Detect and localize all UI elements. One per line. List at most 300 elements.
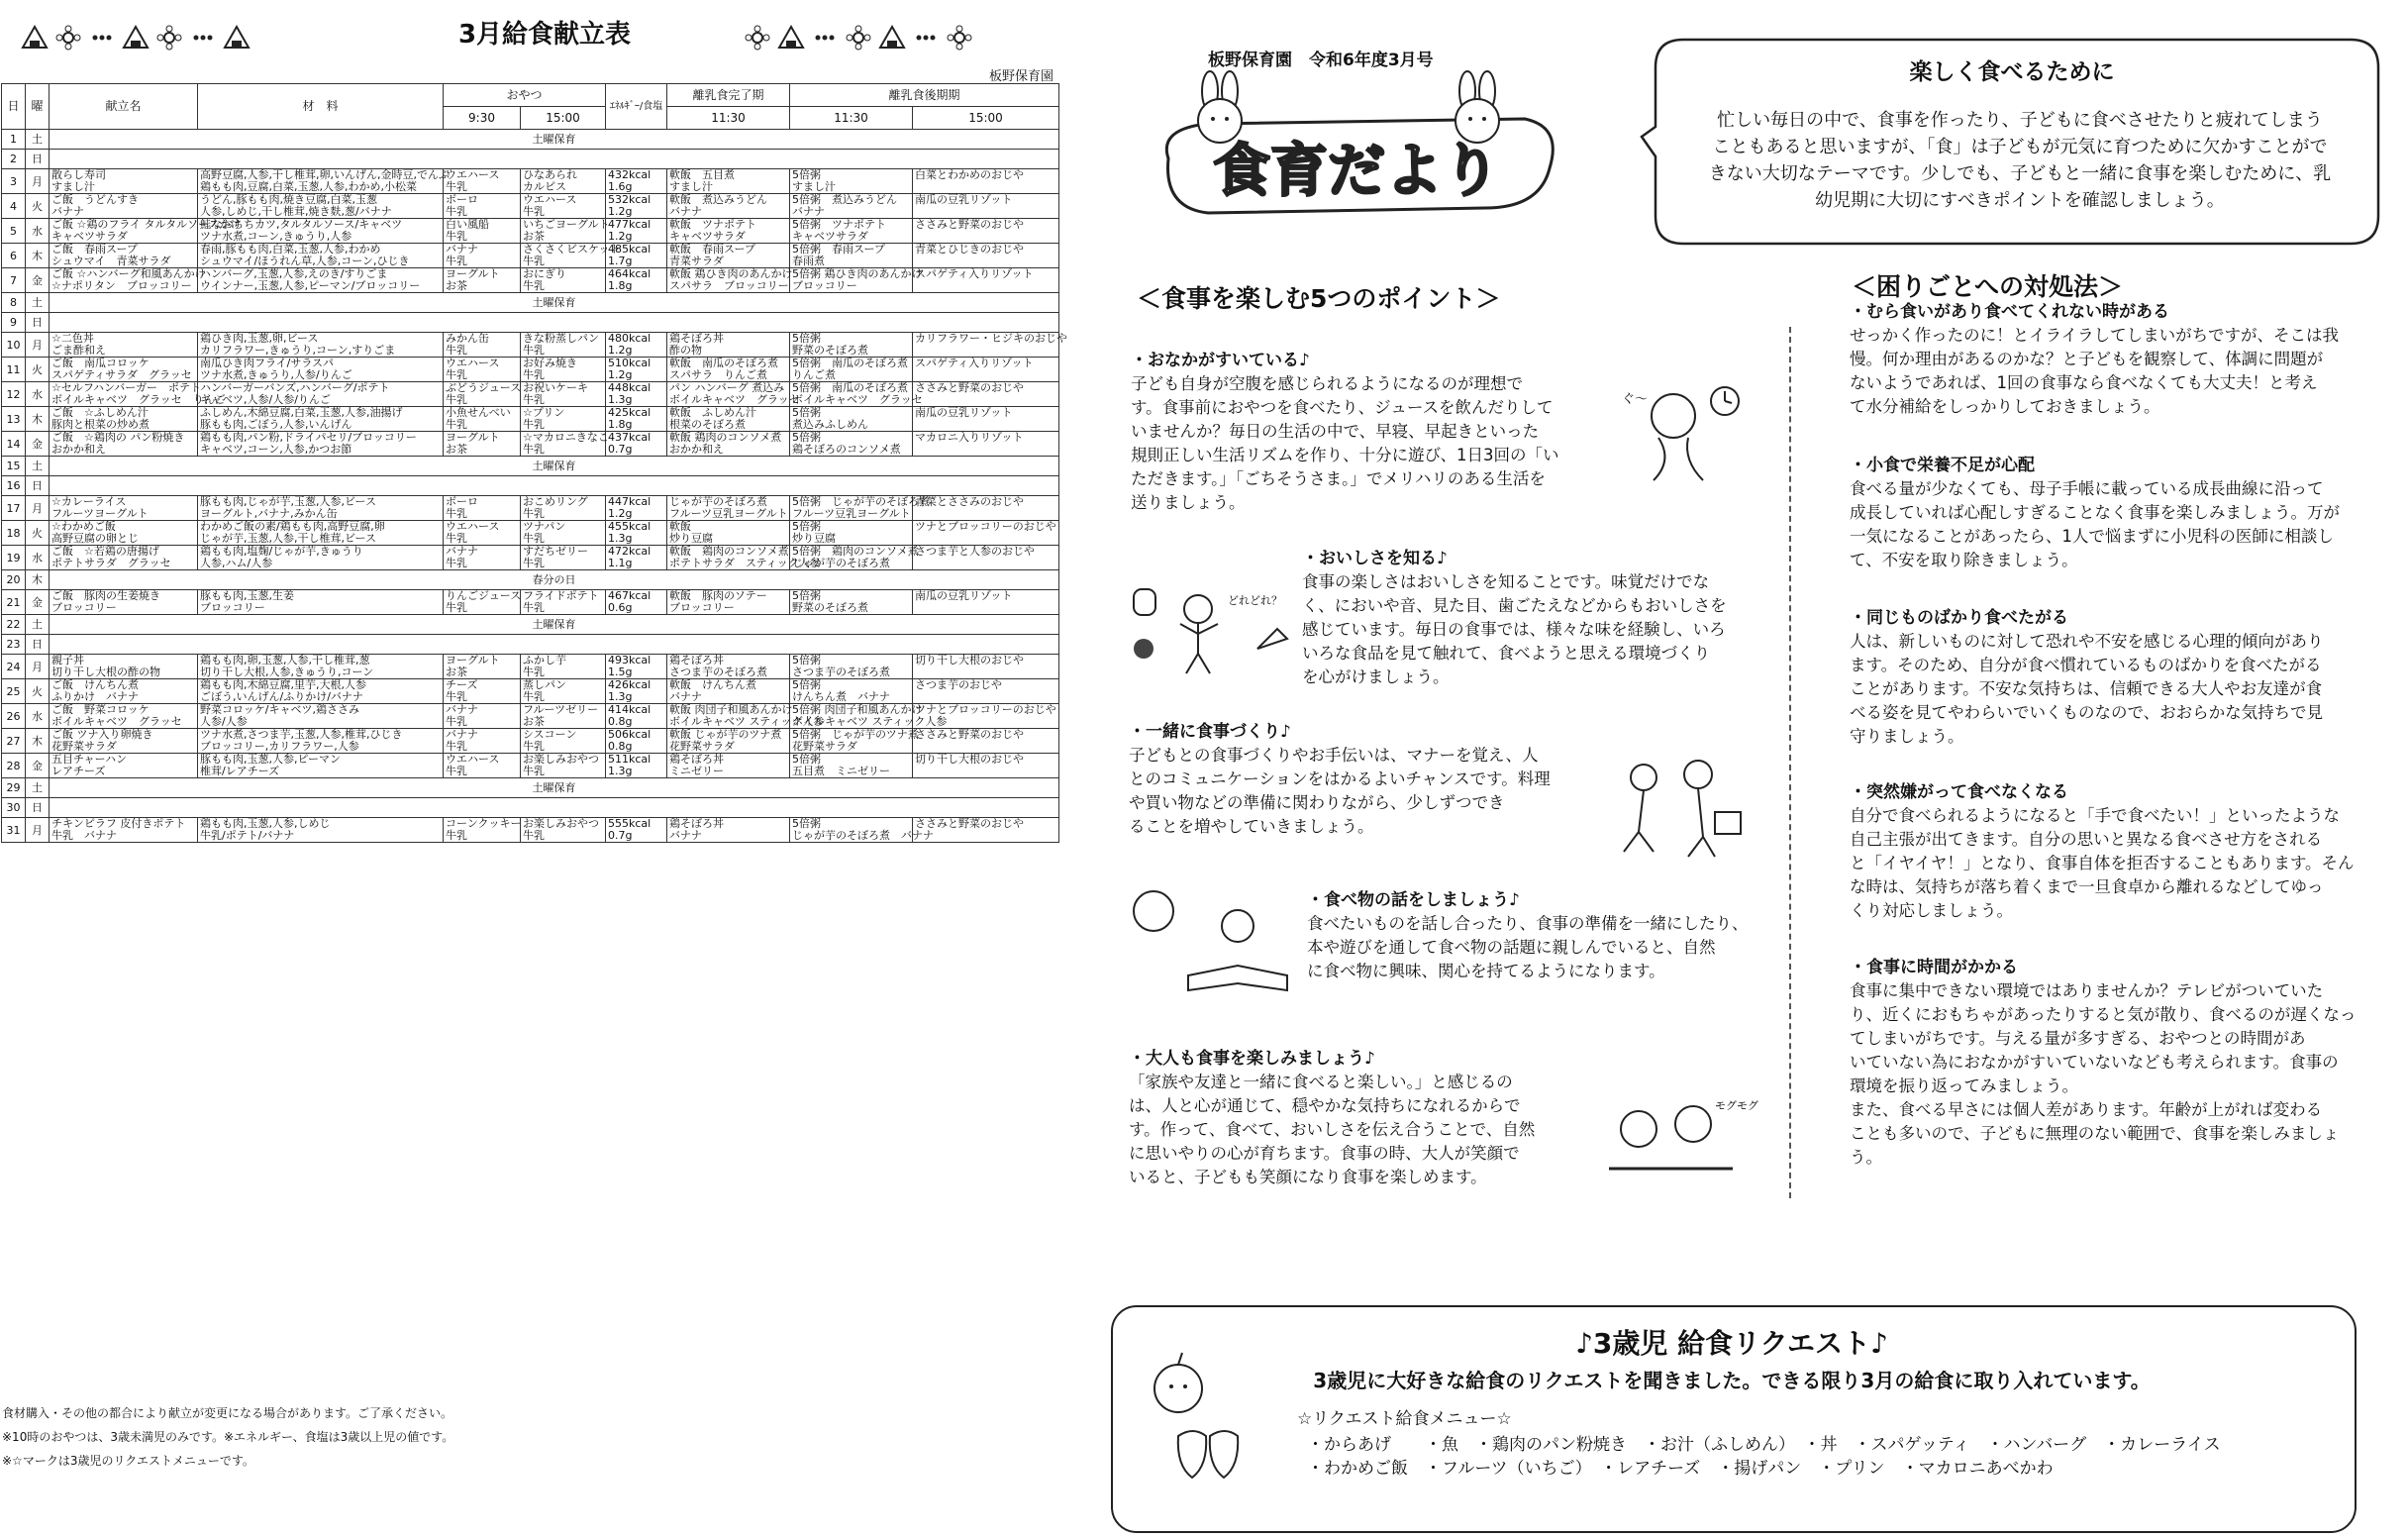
weaning-late-pm-cell-line: ささみと野菜のおじや [915, 218, 1025, 231]
day-cell: 28 [2, 754, 26, 778]
menu-name-cell-line: ☆わかめご飯 [51, 520, 116, 533]
day-cell: 8 [2, 293, 26, 313]
weaning-late-pm-cell [913, 407, 1059, 432]
table-row [2, 432, 1059, 457]
weaning-late-cell-line: 5倍粥 [792, 589, 822, 602]
weekday-cell: 金 [26, 268, 50, 293]
snack-pm-cell-line: 牛乳 [523, 532, 545, 545]
weaning-late-cell-line: 5倍粥 [792, 332, 822, 345]
weaning-late-cell-line: 5倍粥 [792, 678, 822, 691]
menu-name-cell [50, 333, 198, 358]
book-icon [1188, 966, 1287, 990]
weaning-complete-cell-line: 軟飯 じゃが芋のツナ煮 [669, 728, 782, 741]
trouble-line: べる姿を見てやわらいでいくものなので、おおらかな気持ちで見 [1850, 703, 2324, 722]
trouble-heading: ・突然嫌がって食べなくなる [1850, 782, 2068, 802]
weaning-late-cell-line: 5倍粥 南瓜のそぼろ煮 [792, 357, 909, 369]
ingredients-cell [198, 546, 444, 570]
ingredients-cell-line: ツナ水煮,きゅうり,人参/りんご [200, 368, 352, 381]
rabbit-icon [1455, 71, 1499, 143]
snack-pm-cell [521, 268, 606, 293]
snack-pm-cell-line: シスコーン [523, 728, 577, 741]
weaning-late-cell-line: 5倍粥 [792, 654, 822, 666]
energy-cell-line: 1.8g [608, 418, 633, 431]
table-row [2, 704, 1059, 729]
intro-body [1663, 107, 2376, 214]
energy-cell-line: 1.5g [608, 666, 633, 678]
weekday-cell: 月 [26, 333, 50, 358]
weaning-complete-cell-line: フルーツ豆乳ヨーグルト [669, 507, 788, 520]
weaning-late-cell [790, 495, 931, 521]
trouble-line: 自己主張が出てきます。自分の思いと異なる食べさせ方をされる [1850, 830, 2323, 849]
troubles-title: ＜困りごとへの対処法＞ [1852, 272, 2124, 301]
weekday-cell: 火 [26, 521, 50, 546]
energy-cell-line: 0.6g [608, 601, 633, 614]
ingredients-cell-line: ごぼう,いんげん/ふりかけ/バナナ [200, 690, 363, 703]
weaning-complete-cell [667, 545, 821, 570]
energy-cell-line: 0.8g [608, 740, 633, 753]
eating-children-illustration [1594, 1089, 1758, 1188]
energy-cell [606, 546, 667, 570]
trouble-sudden-refusal [1850, 780, 2384, 923]
menu-name-cell [50, 754, 198, 778]
menu-name-cell-line: 散らし寿司 [51, 168, 106, 181]
snack-am-cell-line: ぶどうジュース [446, 381, 522, 394]
snack-am-cell-line: 牛乳 [446, 344, 467, 357]
energy-cell-line: 506kcal [608, 728, 652, 741]
weaning-late-cell-line: 5倍粥 [792, 431, 822, 444]
ingredients-cell [198, 818, 444, 843]
point-heading: ・一緒に食事づくり♪ [1129, 722, 1291, 742]
menu-name-cell-line: ご飯 南瓜コロッケ [51, 357, 150, 369]
point-line: を心がけましょう。 [1302, 667, 1450, 686]
weaning-late-pm-cell-line [915, 231, 1056, 243]
weaning-complete-cell-line: 鶏そぼろ丼 [669, 332, 725, 345]
ingredients-cell-line: 切り干し大根,人参,きゅうり,コーン [200, 666, 374, 678]
menu-name-cell-line: ボイルキャベツ グラッセ [51, 715, 182, 728]
header-snack: おやつ [444, 84, 606, 107]
menu-name-cell [50, 267, 206, 293]
special-day-cell: 土曜保育 [50, 293, 1059, 313]
table-row [2, 293, 1059, 313]
weaning-complete-cell [667, 267, 793, 293]
weaning-late-cell [790, 703, 948, 729]
weekday-cell: 土 [26, 778, 50, 798]
table-row [2, 407, 1059, 432]
rice-ball-icon [877, 23, 907, 52]
menu-name-cell [50, 818, 198, 843]
special-day-cell [50, 150, 1059, 169]
weaning-late-pm-cell-line: 青菜とささみのおじや [915, 495, 1025, 508]
trouble-line: 慢。何か理由があるのかな？と子どもを観察して、体調に問題が [1850, 350, 2324, 368]
energy-cell-line: 1.3g [608, 765, 633, 777]
weaning-complete-cell-line: おかか和え [669, 443, 725, 456]
snack-am-cell-line: ウエハース [446, 753, 500, 766]
menu-name-cell-line: レアチーズ [51, 765, 106, 777]
weaning-late-cell [790, 333, 913, 358]
snack-pm-cell-line: 牛乳 [523, 255, 545, 267]
ingredients-cell-line: 鶏もも肉,玉葱,人参,しめじ [200, 817, 331, 830]
ingredients-cell-line: 春雨,豚もも肉,白菜,玉葱,人参,わかめ [200, 243, 381, 256]
snack-pm-cell-line: フルーツゼリー [523, 703, 599, 716]
weaning-late-pm-cell-line: ささみと野菜のおじや [915, 728, 1025, 741]
special-day-cell [50, 476, 1059, 496]
ingredients-cell [198, 244, 444, 268]
ingredients-cell-line: 牛乳/ポテト/バナナ [200, 829, 295, 842]
snack-pm-cell [521, 333, 606, 358]
table-row [2, 754, 1059, 778]
snack-pm-cell-line: お楽しみおやつ [523, 817, 599, 830]
weaning-late-pm-cell [913, 332, 1068, 358]
weaning-late-cell-line: フルーツ豆乳ヨーグルト [792, 507, 911, 520]
nursery-name: 板野保育園 [988, 69, 1054, 84]
weekday-cell: 土 [26, 457, 50, 476]
weaning-late-pm-cell-line: 南瓜の豆乳リゾット [915, 589, 1013, 602]
weaning-complete-cell-line: 軟飯 けんちん煮 [669, 678, 757, 691]
intro-title: 楽しく食べるために [1909, 59, 2115, 85]
point-line: とのコミュニケーションをはかるよいチャンスです。料理 [1129, 769, 1551, 788]
point-food-talk [1307, 888, 1842, 983]
snack-am-cell-line: バナナ [446, 728, 478, 741]
snack-am-cell [444, 521, 521, 546]
trouble-heading: ・同じものばかり食べたがる [1850, 608, 2068, 628]
table-row [2, 194, 1059, 219]
weaning-late-pm-cell [913, 655, 1059, 679]
snack-am-cell-line: 牛乳 [446, 418, 467, 431]
weekday-cell: 木 [26, 570, 50, 590]
energy-cell-line: 0.8g [608, 715, 633, 728]
header-wl-time1: 11:30 [790, 107, 913, 130]
menu-name-cell-line: 花野菜サラダ [51, 740, 117, 753]
trouble-slow-eating [1850, 956, 2384, 1170]
carrot-icon [1257, 629, 1287, 649]
menu-name-cell [50, 218, 242, 244]
snack-pm-cell-line: お茶 [523, 715, 545, 728]
menu-name-cell-line: 親子丼 [51, 654, 84, 666]
trouble-same-food [1850, 606, 2384, 749]
snack-am-cell-line: ウエハース [446, 357, 500, 369]
snack-pm-cell-line: おにぎり [523, 267, 566, 280]
snack-am-cell-line: ボーロ [446, 193, 478, 206]
snack-am-cell-line: りんごジュース [446, 589, 522, 602]
snack-am-cell-line: バナナ [446, 703, 478, 716]
snack-pm-cell [521, 679, 606, 704]
newsletter-panel [1109, 0, 2408, 1537]
menu-name-cell-line: フルーツヨーグルト [51, 507, 149, 520]
ingredients-cell [198, 729, 444, 754]
energy-cell-line: 1.1g [608, 557, 633, 569]
ingredients-cell [198, 382, 444, 407]
table-row [2, 521, 1059, 546]
snack-pm-cell-line: 牛乳 [523, 829, 545, 842]
weaning-late-cell [790, 679, 913, 704]
ingredients-cell [198, 268, 444, 293]
point-line: ることを増やしていきましょう。 [1129, 817, 1374, 836]
ingredients-cell-line: 鶏もも肉,塩麹/じゃが芋,きゅうり [200, 545, 363, 558]
weaning-late-pm-cell [913, 679, 1059, 704]
ingredients-cell-line: シュウマイ/ほうれん草,人参,コーン,ひじき [200, 255, 410, 267]
point-line: いませんか？毎日の生活の中で、早寝、早起きといった [1131, 422, 1540, 441]
weaning-late-pm-cell-line: ツナとブロッコリーのおじや [915, 703, 1056, 716]
snack-am-cell-line: ウエハース [446, 520, 500, 533]
snack-pm-cell [521, 382, 606, 407]
weekday-cell: 日 [26, 150, 50, 169]
ingredients-cell-line: ツナ水煮,さつま芋,玉葱,人参,椎茸,ひじき [200, 728, 403, 741]
menu-name-cell-line: すまし汁 [51, 180, 95, 193]
energy-cell-line: 467kcal [608, 589, 652, 602]
trouble-line: ます。そのため、自分が食べ慣れているものばかりを食べたがる [1850, 656, 2322, 674]
weaning-complete-cell [667, 244, 790, 268]
trouble-line: ないようであれば、1回の食事なら食べなくても大丈夫！と考え [1850, 373, 2318, 392]
menu-name-cell [50, 590, 198, 615]
trouble-line: 自分で食べられるようになると「手で食べたい！」といったような [1850, 806, 2340, 825]
weaning-late-pm-cell-line [915, 666, 1056, 678]
day-cell: 17 [2, 496, 26, 521]
ingredients-cell-line: キャベツ,コーン,人参,かつお節 [200, 443, 352, 456]
menu-name-cell-line: ご飯 ツナ入り卵焼き [51, 728, 153, 741]
day-cell: 14 [2, 432, 26, 457]
weaning-complete-cell-line: キャベツサラダ [669, 230, 746, 243]
menu-name-cell-line: ☆二色丼 [51, 332, 94, 345]
weaning-late-cell-line: 野菜のそぼろ煮 [792, 344, 869, 357]
energy-cell-line: 511kcal [608, 753, 652, 766]
snack-pm-cell-line: すだちゼリー [523, 545, 588, 558]
snack-pm-cell-line: 牛乳 [523, 344, 545, 357]
weekday-cell: 日 [26, 313, 50, 333]
menu-name-cell-line: 高野豆腐の卵とじ [51, 532, 139, 545]
table-row [2, 590, 1059, 615]
point-line: 食べたいものを話し合ったり、食事の準備を一緒にしたり、 [1307, 914, 1749, 933]
weaning-late-cell-line: ボイルキャベツ グラッセ [792, 393, 923, 406]
point-line: いると、子どもも笑顔になり食事を楽しめます。 [1129, 1168, 1487, 1186]
weaning-complete-cell [667, 169, 790, 194]
snack-pm-cell [521, 729, 606, 754]
weaning-late-cell-line: 5倍粥 肉団子和風あんかけ [792, 703, 923, 716]
snack-am-cell-line: 牛乳 [446, 690, 467, 703]
ingredients-cell-line: ブロッコリー [200, 601, 265, 614]
weaning-complete-cell-line: ボイルキャベツ スティック人参 [669, 715, 825, 728]
weekday-cell: 水 [26, 546, 50, 570]
table-row [2, 382, 1059, 407]
snack-am-cell-line: 牛乳 [446, 368, 467, 381]
weaning-complete-cell [667, 655, 790, 679]
day-cell: 21 [2, 590, 26, 615]
header-day: 日 [2, 84, 26, 130]
trouble-line: と「イヤイヤ！」となり、食事自体を拒否することもあります。そん [1850, 854, 2355, 872]
weaning-late-cell-line: キャベツサラダ [792, 230, 868, 243]
energy-cell [606, 358, 667, 382]
table-row [2, 313, 1059, 333]
weekday-cell: 火 [26, 358, 50, 382]
weaning-late-cell-line: ボイルキャベツ スティック人参 [792, 715, 948, 728]
day-cell: 6 [2, 244, 26, 268]
snack-pm-cell [521, 407, 606, 432]
note-line: ※☆マークは3歳児のリクエストメニューです。 [2, 1454, 254, 1468]
snack-am-cell-line: 牛乳 [446, 829, 467, 842]
intro-line: きない大切なテーマです。少しでも、子どもと一緒に食事を楽しむために、乳 [1708, 163, 2332, 184]
day-cell: 29 [2, 778, 26, 798]
menu-name-cell [50, 194, 198, 219]
weaning-complete-cell [667, 590, 790, 615]
energy-cell-line: 1.3g [608, 393, 633, 406]
snack-am-cell-line: 牛乳 [446, 557, 467, 569]
weaning-late-cell-line: 5倍粥 [792, 406, 822, 419]
weaning-late-pm-cell-line: スパゲティ入りリゾット [915, 357, 1034, 369]
header-menu: 献立名 [50, 84, 198, 130]
weaning-late-pm-cell-line: カリフラワー・ヒジキのおじや [915, 332, 1068, 345]
menu-name-cell [50, 704, 198, 729]
trouble-line: て水分補給をしっかりしておきましょう。 [1850, 397, 2160, 416]
snack-am-cell-line: 小魚せんべい [446, 406, 511, 419]
weaning-complete-cell [667, 496, 790, 521]
ingredients-cell-line: 人参/人参 [200, 715, 248, 728]
weaning-late-pm-cell-line: ささみと野菜のおじや [915, 381, 1025, 394]
snack-pm-cell [521, 704, 606, 729]
trouble-heading: ・食事に時間がかかる [1850, 958, 2018, 977]
weaning-late-pm-cell [913, 818, 1059, 843]
snack-am-cell [444, 244, 521, 268]
weaning-complete-cell-line: バナナ [669, 829, 703, 842]
ingredients-cell-line: 豚もも肉,玉葱,生姜 [200, 589, 294, 602]
weaning-late-pm-cell-line [915, 444, 1056, 456]
weaning-complete-cell-line: 根菜のそぼろ煮 [669, 418, 747, 431]
weekday-cell: 火 [26, 194, 50, 219]
snack-pm-cell [521, 358, 606, 382]
energy-cell-line: 447kcal [608, 495, 652, 508]
weaning-late-pm-cell-line [915, 394, 1056, 406]
day-cell: 24 [2, 655, 26, 679]
request-lead: 3歳児に大好きな給食のリクエストを聞きました。できる限り3月の給食に取り入れています。 [1313, 1369, 2151, 1392]
header-weaning-late: 離乳食後期期 [790, 84, 1059, 107]
weaning-late-pm-cell-line: 白菜とわかめのおじや [915, 168, 1025, 181]
weaning-late-cell-line: 野菜のそぼろ煮 [792, 601, 869, 614]
energy-cell [606, 521, 667, 546]
weaning-complete-cell [667, 679, 790, 704]
snack-pm-cell-line: 牛乳 [523, 690, 545, 703]
trouble-line: また、食べる早さには個人差があります。年齢が上がれば変わる [1850, 1100, 2323, 1119]
point-line: 本や遊びを通して食べ物の話題に親しんでいると、自然 [1307, 938, 1716, 957]
weaning-late-pm-cell-line [915, 419, 1056, 431]
point-line: に思いやりの心が育ちます。食事の時、大人が笑顔で [1129, 1144, 1520, 1163]
day-cell: 30 [2, 798, 26, 818]
energy-cell-line: 1.8g [608, 279, 633, 292]
energy-cell-line: 1.6g [608, 180, 633, 193]
weaning-complete-cell [667, 219, 790, 244]
ingredients-cell [198, 521, 444, 546]
rice-ball-icon [776, 23, 806, 52]
weaning-complete-cell-line: 軟飯 五目煮 [669, 168, 736, 181]
snack-am-cell-line: バナナ [446, 243, 478, 256]
weaning-complete-cell-line: 軟飯 豚肉のソテー [669, 589, 767, 602]
snack-am-cell [444, 818, 521, 843]
special-day-cell: 春分の日 [50, 570, 1059, 590]
energy-cell-line: 1.2g [608, 368, 633, 381]
energy-cell-line: 455kcal [608, 520, 652, 533]
weaning-late-cell-line: 5倍粥 じゃが芋のそぼろ煮 [792, 495, 931, 508]
menu-name-cell-line: ご飯 うどんすき [51, 193, 139, 206]
intro-line: 幼児期に大切にすべきポイントを確認しましょう。 [1815, 190, 2225, 211]
ingredients-cell-line: 南瓜ひき肉フライ/サラスパ [200, 357, 335, 369]
weaning-late-cell [790, 358, 913, 382]
weaning-complete-cell [667, 703, 825, 729]
special-day-cell: 土曜保育 [50, 130, 1059, 150]
snack-am-cell-line: お茶 [446, 443, 467, 456]
snack-pm-cell-line: ウエハース [523, 193, 577, 206]
energy-cell-line: 510kcal [608, 357, 652, 369]
snack-pm-cell-line: 牛乳 [523, 368, 545, 381]
table-row [2, 244, 1059, 268]
ingredients-cell-line: 豚もも肉,じゃが芋,玉葱,人参,ビース [200, 495, 376, 508]
weaning-late-pm-cell-line [915, 181, 1056, 193]
ingredients-cell [198, 704, 444, 729]
weaning-late-cell-line: ブロッコリー [792, 279, 857, 292]
snack-pm-cell [521, 546, 606, 570]
weaning-late-pm-cell [913, 219, 1059, 244]
ingredients-cell [198, 590, 444, 615]
weaning-late-cell-line: じゃが芋のそぼろ煮 [792, 557, 891, 569]
weaning-late-pm-cell-line: さつま芋のおじや [915, 678, 1003, 691]
weaning-late-cell-line: 5倍粥 [792, 753, 822, 766]
menu-name-cell-line: ごま酢和え [51, 344, 106, 357]
tomato-icon [1134, 639, 1154, 659]
snack-pm-cell [521, 496, 606, 521]
weaning-late-cell-line: 5倍粥 鶏肉のコンソメ煮 [792, 545, 919, 558]
weekday-cell: 日 [26, 635, 50, 655]
weaning-late-cell [790, 655, 913, 679]
snack-pm-cell-line: おこめリング [523, 495, 588, 508]
point-heading: ・おいしさを知る♪ [1302, 549, 1448, 568]
snack-pm-cell [521, 169, 606, 194]
snack-am-cell-line: ボーロ [446, 495, 478, 508]
weaning-late-cell-line: バナナ [792, 205, 826, 218]
weaning-complete-cell [667, 381, 800, 407]
weaning-complete-cell [667, 521, 790, 546]
ingredients-cell-line: 鶏もも肉,パン粉,ドライパセリ/ブロッコリー [200, 431, 417, 444]
weaning-late-cell-line: さつま芋のそぼろ煮 [792, 666, 891, 678]
snack-pm-cell-line: 牛乳 [523, 765, 545, 777]
table-row [2, 333, 1059, 358]
snack-am-cell [444, 432, 521, 457]
weaning-complete-cell-line: じゃが芋のそぼろ煮 [669, 495, 768, 508]
day-cell: 5 [2, 219, 26, 244]
snack-am-cell-line: 白い風船 [446, 218, 489, 231]
weaning-complete-cell-line: 軟飯 [669, 520, 692, 533]
snack-am-cell-line: 牛乳 [446, 180, 467, 193]
snack-pm-cell-line: ☆プリン [523, 406, 565, 419]
snack-am-cell-line: 牛乳 [446, 205, 467, 218]
snack-am-cell [444, 704, 521, 729]
weaning-late-pm-cell [913, 590, 1059, 615]
weaning-complete-cell-line: 軟飯 ふしめん汁 [669, 406, 757, 419]
weaning-late-pm-cell-line [915, 256, 1056, 267]
menu-name-cell [50, 169, 198, 194]
menu-name-cell-line: 切り干し大根の酢の物 [51, 666, 160, 678]
weaning-late-cell-line: じゃが芋のそぼろ煮 バナナ [792, 829, 935, 842]
vegetables-child-illustration [1129, 579, 1297, 678]
table-row [2, 570, 1059, 590]
snack-am-cell [444, 194, 521, 219]
flower-icon [743, 23, 772, 52]
snack-am-cell [444, 590, 521, 615]
weaning-complete-cell-line: スパサラ りんご煮 [669, 368, 768, 381]
snack-pm-cell-line: 牛乳 [523, 418, 545, 431]
point-line: 送りましょう。 [1131, 493, 1246, 512]
weaning-complete-cell-line: 青菜サラダ [669, 255, 724, 267]
menu-name-cell-line: ご飯 ☆ふしめん汁 [51, 406, 149, 419]
snack-am-cell [444, 169, 521, 194]
ingredients-cell-line: わかめご飯の素/鶏もも肉,高野豆腐,卵 [200, 520, 385, 533]
table-row [2, 496, 1059, 521]
trouble-small-appetite [1850, 454, 2384, 572]
